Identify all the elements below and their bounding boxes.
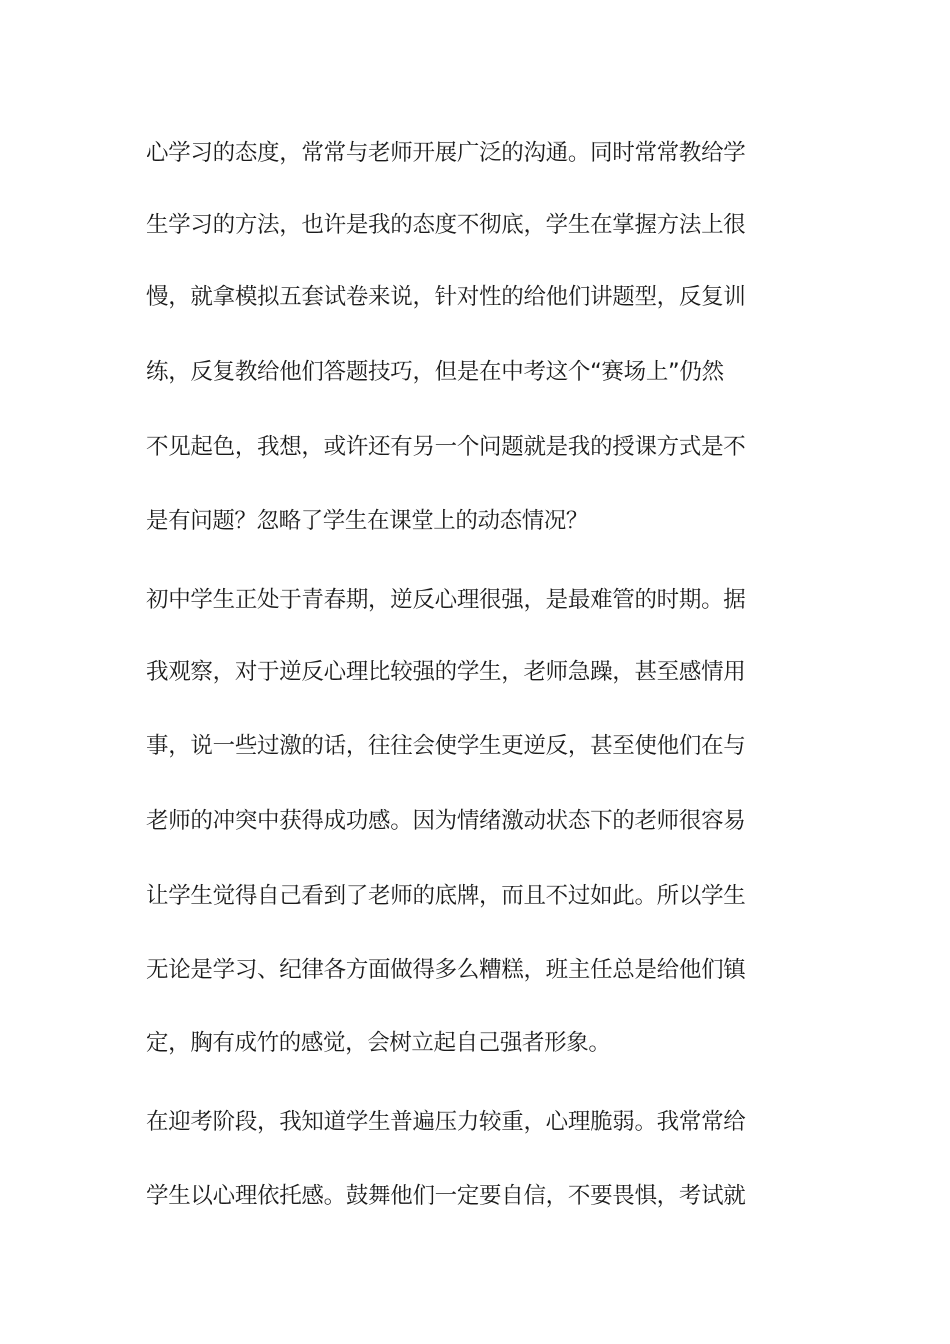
text-line: 练，反复教给他们答题技巧，但是在中考这个“赛场上”仍然 [146,359,724,385]
text-line: 老师的冲突中获得成功感。因为情绪激动状态下的老师很容易 [146,808,746,834]
text-line: 在迎考阶段，我知道学生普遍压力较重，心理脆弱。我常常给 [146,1109,746,1135]
text-line: 让学生觉得自己看到了老师的底牌，而且不过如此。所以学生 [146,883,746,909]
text-line: 定，胸有成竹的感觉，会树立起自己强者形象。 [146,1030,611,1056]
text-line: 是有问题？忽略了学生在课堂上的动态情况？ [146,508,589,534]
text-line: 生学习的方法，也许是我的态度不彻底，学生在掌握方法上很 [146,212,746,238]
text-line: 不见起色，我想，或许还有另一个问题就是我的授课方式是不 [146,434,746,460]
text-line: 初中学生正处于青春期，逆反心理很强，是最难管的时期。据 [146,587,746,613]
text-line: 慢，就拿模拟五套试卷来说，针对性的给他们讲题型，反复训 [146,284,746,310]
text-line: 学生以心理依托感。鼓舞他们一定要自信，不要畏惧，考试就 [146,1183,746,1209]
text-line: 心学习的态度，常常与老师开展广泛的沟通。同时常常教给学 [146,140,746,166]
text-line: 我观察，对于逆反心理比较强的学生，老师急躁，甚至感情用 [146,659,746,685]
text-line: 事，说一些过激的话，往往会使学生更逆反，甚至使他们在与 [146,733,746,759]
text-line: 无论是学习、纪律各方面做得多么糟糕，班主任总是给他们镇 [146,957,746,983]
